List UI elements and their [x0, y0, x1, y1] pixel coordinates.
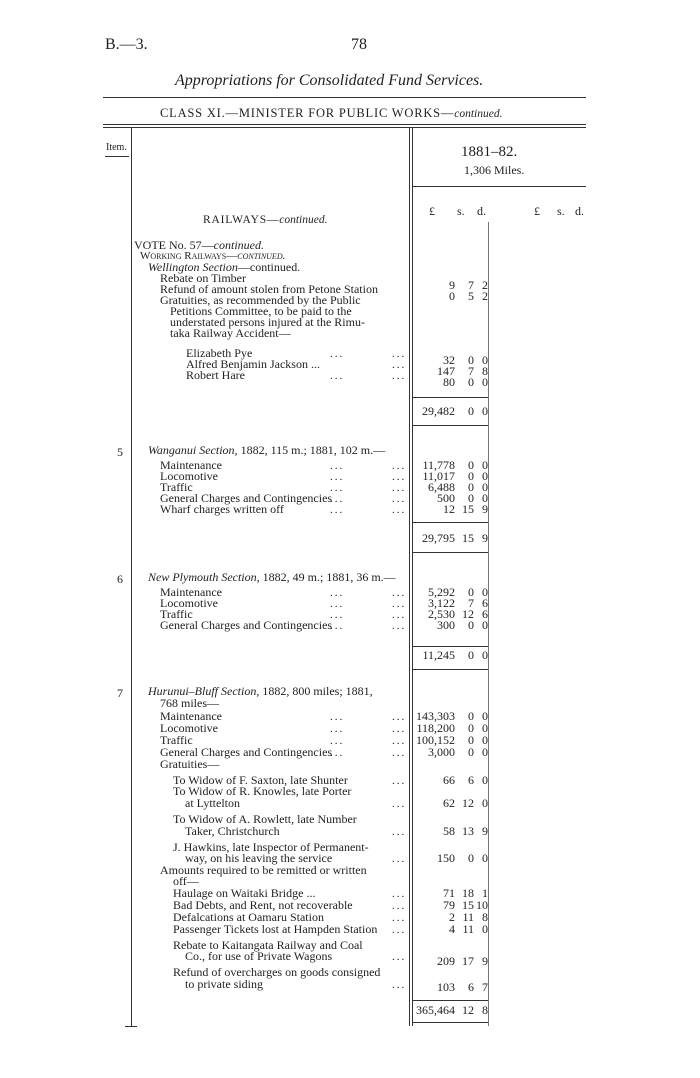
hurunui-row-label: Haulage on Waitaki Bridge ... [173, 886, 316, 900]
hurunui-subtotal-rule [412, 1000, 488, 1001]
newplymouth-row-pounds: 300 [437, 618, 455, 632]
hurunui-row-pounds: 58 [443, 824, 455, 838]
page-title: Appropriations for Consolidated Fund Services. [175, 72, 484, 89]
hurunui-row-leader: ... [392, 723, 407, 735]
miles-heading: 1,306 Miles. [464, 163, 525, 177]
newplymouth-total-shillings: 0 [468, 648, 474, 662]
wanganui-title-rest: 1882, 115 m.; 1881, 102 m.— [237, 443, 386, 457]
amount-column-rule [409, 128, 410, 1026]
hurunui-row-shillings: 0 [468, 733, 474, 747]
newplymouth-row-leader-1: ... [330, 587, 345, 599]
wellington-row-label: Alfred Benjamin Jackson ... [186, 357, 320, 371]
hurunui-row-pence: 0 [482, 773, 488, 787]
wellington-row-shillings: 5 [468, 289, 474, 303]
hurunui-row-label: Bad Debts, and Rent, not recoverable [173, 898, 353, 912]
hurunui-row-pence: 0 [482, 851, 488, 865]
shilling-heading-2: s. [557, 204, 565, 218]
wellington-row-pence: 2 [482, 278, 488, 292]
hurunui-row-pence: 8 [482, 910, 488, 924]
wanganui-title-italic: Wanganui Section, [148, 443, 238, 457]
hurunui-row-shillings: 13 [462, 824, 474, 838]
newplymouth-total-pence: 0 [482, 648, 488, 662]
wanganui-row-label: Locomotive [160, 469, 218, 483]
newplymouth-row-pounds: 3,122 [428, 596, 455, 610]
working-railways-heading: Working Railways—continued. [140, 250, 286, 262]
wellington-row-label: Gratuities, as recommended by the Public [160, 293, 361, 307]
hurunui-row-shillings: 12 [462, 796, 474, 810]
hurunui-row-label: Co., for use of Private Wagons [185, 949, 333, 963]
shilling-heading: s. [457, 204, 465, 218]
hurunui-row-label: To Widow of A. Rowlett, late Number [173, 812, 357, 826]
hurunui-row-label: To Widow of R. Knowles, late Porter [173, 784, 352, 798]
hurunui-row-pounds: 103 [437, 980, 455, 994]
hurunui-row-leader: ... [392, 912, 407, 924]
newplymouth-row-pence: 6 [482, 596, 488, 610]
wellington-total-pence: 0 [482, 404, 488, 418]
hurunui-row-pounds: 79 [443, 898, 455, 912]
newplymouth-row-leader-1: ... [330, 598, 345, 610]
wanganui-row-shillings: 0 [468, 491, 474, 505]
wanganui-row-label: Wharf charges written off [160, 502, 284, 516]
item-column-label: Item. [106, 142, 127, 153]
hurunui-row-pounds: 3,000 [428, 745, 455, 759]
hurunui-row-pence: 0 [482, 733, 488, 747]
hurunui-total-pence: 8 [482, 1003, 488, 1017]
hurunui-row-pounds: 118,200 [416, 721, 455, 735]
wanganui-row-shillings: 0 [468, 458, 474, 472]
wellington-row-leader: ... [392, 359, 407, 371]
class-heading: CLASS XI.—MINISTER FOR PUBLIC WORKS—continued. [160, 106, 503, 120]
wanganui-row-leader-1: ... [330, 504, 345, 516]
wellington-row-pounds: 32 [443, 353, 455, 367]
hurunui-title-italic: Hurunui–Bluff Section, [148, 684, 260, 698]
hurunui-row-shillings: 15 [462, 898, 474, 912]
hurunui-row-leader: ... [392, 888, 407, 900]
wanganui-item-number: 5 [117, 445, 123, 459]
wellington-row-pence: 8 [482, 364, 488, 378]
hurunui-row-pence: 0 [482, 796, 488, 810]
wanganui-row-leader-1: ... [330, 493, 345, 505]
wellington-row-leader-2: ... [392, 348, 407, 360]
item-column-rule [131, 128, 132, 1026]
hurunui-row-leader: ... [392, 826, 407, 838]
newplymouth-row-leader-2: ... [392, 609, 407, 621]
hurunui-row-pounds: 2 [449, 910, 455, 924]
hurunui-total-shillings: 12 [462, 1003, 474, 1017]
wellington-row-label: Rebate on Timber [160, 271, 246, 285]
hurunui-row-label: at Lyttelton [185, 796, 240, 810]
wanganui-row-pence: 0 [482, 480, 488, 494]
wanganui-row-pence: 0 [482, 458, 488, 472]
newplymouth-row-shillings: 0 [468, 585, 474, 599]
section-heading: RAILWAYS—continued. [203, 214, 328, 226]
table-top-rule-2 [103, 127, 586, 128]
hurunui-row-pounds: 143,303 [416, 709, 455, 723]
newplymouth-subtotal-rule [412, 646, 488, 647]
hurunui-row-leader: ... [392, 900, 407, 912]
wellington-row-label: taka Railway Accident— [170, 326, 291, 340]
hurunui-row-label: J. Hawkins, late Inspector of Permanent- [173, 840, 369, 854]
hurunui-row-label: Defalcations at Oamaru Station [173, 910, 324, 924]
newplymouth-row-leader-2: ... [392, 587, 407, 599]
hurunui-row-leader: ... [392, 735, 407, 747]
pound-heading-2: £ [534, 204, 540, 218]
wanganui-row-leader-2: ... [392, 471, 407, 483]
pound-heading: £ [429, 204, 435, 218]
newplymouth-row-shillings: 7 [468, 596, 474, 610]
wanganui-row-label: Traffic [160, 480, 193, 494]
pence-heading: d. [477, 204, 486, 218]
wanganui-row-leader-1: ... [330, 471, 345, 483]
hurunui-row-leader: ... [392, 951, 407, 963]
wellington-row-pence: 0 [482, 375, 488, 389]
wanganui-row-pounds: 11,778 [422, 458, 455, 472]
amount-column-rule-2 [412, 128, 413, 1026]
wellington-row-shillings: 0 [468, 375, 474, 389]
wanganui-row-pence: 0 [482, 491, 488, 505]
newplymouth-row-shillings: 12 [462, 607, 474, 621]
wellington-row-shillings: 7 [468, 278, 474, 292]
wellington-row-leader-1: ... [330, 348, 345, 360]
hurunui-item-number: 7 [117, 686, 123, 700]
hurunui-row-leader-inner: ... [330, 723, 345, 735]
hurunui-row-shillings: 0 [468, 721, 474, 735]
item-label-rule [105, 156, 129, 157]
wanganui-total-pence: 9 [482, 531, 488, 545]
wellington-row-label: understated persons injured at the Rimu- [170, 315, 365, 329]
wanganui-row-leader-2: ... [392, 482, 407, 494]
hurunui-row-pence: 1 [482, 886, 488, 900]
newplymouth-title [148, 572, 396, 583]
hurunui-row-label: Amounts required to be remitted or written [160, 863, 367, 877]
wellington-row-pounds: 80 [443, 375, 455, 389]
wellington-row-pounds: 0 [449, 289, 455, 303]
hurunui-row-pounds: 66 [443, 773, 455, 787]
hurunui-row-label: Gratuities— [160, 757, 220, 771]
paper-code: B.—3. [105, 36, 148, 53]
wellington-row-leader-2: ... [392, 370, 407, 382]
hurunui-row-label: to private siding [185, 977, 263, 991]
wellington-row-label: Petitions Committee, to be paid to the [170, 304, 352, 318]
wanganui-row-pounds: 12 [443, 502, 455, 516]
hurunui-row-pounds: 4 [449, 922, 455, 936]
hurunui-row-shillings: 0 [468, 851, 474, 865]
wellington-heading: Wellington Section—continued. [148, 260, 301, 274]
newplymouth-row-pence: 0 [482, 618, 488, 632]
wanganui-row-leader-1: ... [330, 460, 345, 472]
wellington-row-pence: 0 [482, 353, 488, 367]
wellington-total-pounds: 29,482 [422, 404, 455, 418]
page-number: 78 [351, 36, 367, 53]
hurunui-row-pence: 9 [482, 954, 488, 968]
hurunui-row-leader: ... [392, 775, 407, 787]
hurunui-row-pence: 7 [482, 980, 488, 994]
title-rule [103, 97, 586, 98]
hurunui-total-pounds: 365,464 [416, 1003, 455, 1017]
wanganui-row-shillings: 15 [462, 502, 474, 516]
hurunui-row-pence: 10 [476, 898, 488, 912]
vote-heading: VOTE No. 57—continued. [134, 238, 264, 252]
wellington-row-pounds: 147 [437, 364, 455, 378]
wellington-total-shillings: 0 [468, 404, 474, 418]
newplymouth-row-leader-1: ... [330, 620, 345, 632]
wanganui-row-pence: 0 [482, 469, 488, 483]
wellington-row-label: Robert Hare [186, 368, 245, 382]
hurunui-row-label: General Charges and Contingencies [160, 745, 333, 759]
hurunui-row-pence: 0 [482, 745, 488, 759]
wellington-row-leader-1: ... [330, 370, 345, 382]
wellington-row-label: Elizabeth Pye [186, 346, 253, 360]
year-heading: 1881–82. [461, 144, 518, 160]
pence-heading-2: d. [575, 204, 584, 218]
newplymouth-total-pounds: 11,245 [422, 648, 455, 662]
newplymouth-row-label: General Charges and Contingencies [160, 618, 333, 632]
hurunui-row-shillings: 11 [462, 910, 474, 924]
wanganui-row-pounds: 6,488 [428, 480, 455, 494]
hurunui-row-pence: 0 [482, 709, 488, 723]
hurunui-row-pence: 9 [482, 824, 488, 838]
wanganui-row-label: Maintenance [160, 458, 222, 472]
wanganui-row-leader-2: ... [392, 504, 407, 516]
hurunui-row-leader: ... [392, 747, 407, 759]
hurunui-row-pounds: 71 [443, 886, 455, 900]
hurunui-title-line2: 768 miles— [160, 696, 219, 710]
hurunui-row-label: Rebate to Kaitangata Railway and Coal [173, 938, 363, 952]
newplymouth-row-pence: 6 [482, 607, 488, 621]
wellington-row-label: Refund of amount stolen from Petone Station [160, 282, 378, 296]
wanganui-subtotal-rule [412, 522, 488, 523]
hurunui-row-leader: ... [392, 924, 407, 936]
wanganui-row-pence: 9 [482, 502, 488, 516]
hurunui-row-leader: ... [392, 853, 407, 865]
hurunui-row-shillings: 17 [462, 954, 474, 968]
wanganui-row-label: General Charges and Contingencies [160, 491, 333, 505]
pence-column-rule [488, 222, 489, 1026]
wellington-subtotal-rule [412, 397, 488, 398]
hurunui-row-label: Maintenance [160, 709, 222, 723]
wanganui-row-shillings: 0 [468, 469, 474, 483]
hurunui-row-leader-inner: ... [330, 711, 345, 723]
hurunui-row-leader-inner: ... [330, 735, 345, 747]
hurunui-row-shillings: 0 [468, 709, 474, 723]
hurunui-row-label: Refund of overcharges on goods consigned [173, 965, 381, 979]
wellington-row-shillings: 7 [468, 364, 474, 378]
newplymouth-row-pounds: 2,530 [428, 607, 455, 621]
newplymouth-row-leader-2: ... [392, 598, 407, 610]
newplymouth-title-italic: New Plymouth Section, [148, 570, 260, 584]
hurunui-row-label: Passenger Tickets lost at Hampden Station [173, 922, 378, 936]
newplymouth-title-rest: 1882, 49 m.; 1881, 36 m.— [259, 570, 396, 584]
wellington-row-shillings: 0 [468, 353, 474, 367]
newplymouth-row-label: Locomotive [160, 596, 218, 610]
newplymouth-row-pounds: 5,292 [428, 585, 455, 599]
hurunui-row-label: To Widow of F. Saxton, late Shunter [173, 773, 348, 787]
hurunui-row-leader: ... [392, 798, 407, 810]
bottom-tick [125, 1026, 137, 1027]
hurunui-total-rule [412, 1022, 488, 1023]
hurunui-row-leader: ... [392, 979, 407, 991]
newplymouth-total-rule [412, 669, 488, 670]
wanganui-total-shillings: 15 [462, 531, 474, 545]
newplymouth-item-number: 6 [117, 572, 123, 586]
hurunui-row-label: Traffic [160, 733, 193, 747]
wanganui-row-pounds: 500 [437, 491, 455, 505]
wellington-row-pounds: 9 [449, 278, 455, 292]
hurunui-row-pence: 0 [482, 721, 488, 735]
wanganui-row-pounds: 11,017 [422, 469, 455, 483]
hurunui-row-shillings: 6 [468, 980, 474, 994]
newplymouth-row-leader-1: ... [330, 609, 345, 621]
hurunui-row-pounds: 209 [437, 954, 455, 968]
hurunui-row-label: way, on his leaving the service [185, 851, 333, 865]
hurunui-row-label: Taker, Christchurch [185, 824, 280, 838]
wellington-row-pence: 2 [482, 289, 488, 303]
table-top-rule [103, 124, 586, 125]
newplymouth-row-label: Maintenance [160, 585, 222, 599]
hurunui-row-shillings: 6 [468, 773, 474, 787]
hurunui-row-label: Locomotive [160, 721, 218, 735]
hurunui-row-pounds: 62 [443, 796, 455, 810]
wanganui-row-shillings: 0 [468, 480, 474, 494]
hurunui-row-shillings: 18 [462, 886, 474, 900]
newplymouth-row-pence: 0 [482, 585, 488, 599]
wanganui-row-leader-2: ... [392, 460, 407, 472]
hurunui-row-leader-inner: ... [330, 747, 345, 759]
year-header-rule [412, 186, 586, 187]
newplymouth-row-leader-2: ... [392, 620, 407, 632]
hurunui-title-rest: 1882, 800 miles; 1881, [259, 684, 373, 698]
newplymouth-row-label: Traffic [160, 607, 193, 621]
wanganui-row-leader-1: ... [330, 482, 345, 494]
newplymouth-row-shillings: 0 [468, 618, 474, 632]
hurunui-row-pounds: 100,152 [416, 733, 455, 747]
hurunui-row-label: off— [173, 874, 199, 888]
hurunui-row-shillings: 11 [462, 922, 474, 936]
hurunui-row-pence: 0 [482, 922, 488, 936]
hurunui-row-leader: ... [392, 711, 407, 723]
wanganui-title [148, 445, 385, 456]
wellington-total-rule [412, 425, 488, 426]
hurunui-row-shillings: 0 [468, 745, 474, 759]
wanganui-total-rule [412, 552, 488, 553]
wanganui-total-pounds: 29,795 [422, 531, 455, 545]
wanganui-row-leader-2: ... [392, 493, 407, 505]
hurunui-row-pounds: 150 [437, 851, 455, 865]
